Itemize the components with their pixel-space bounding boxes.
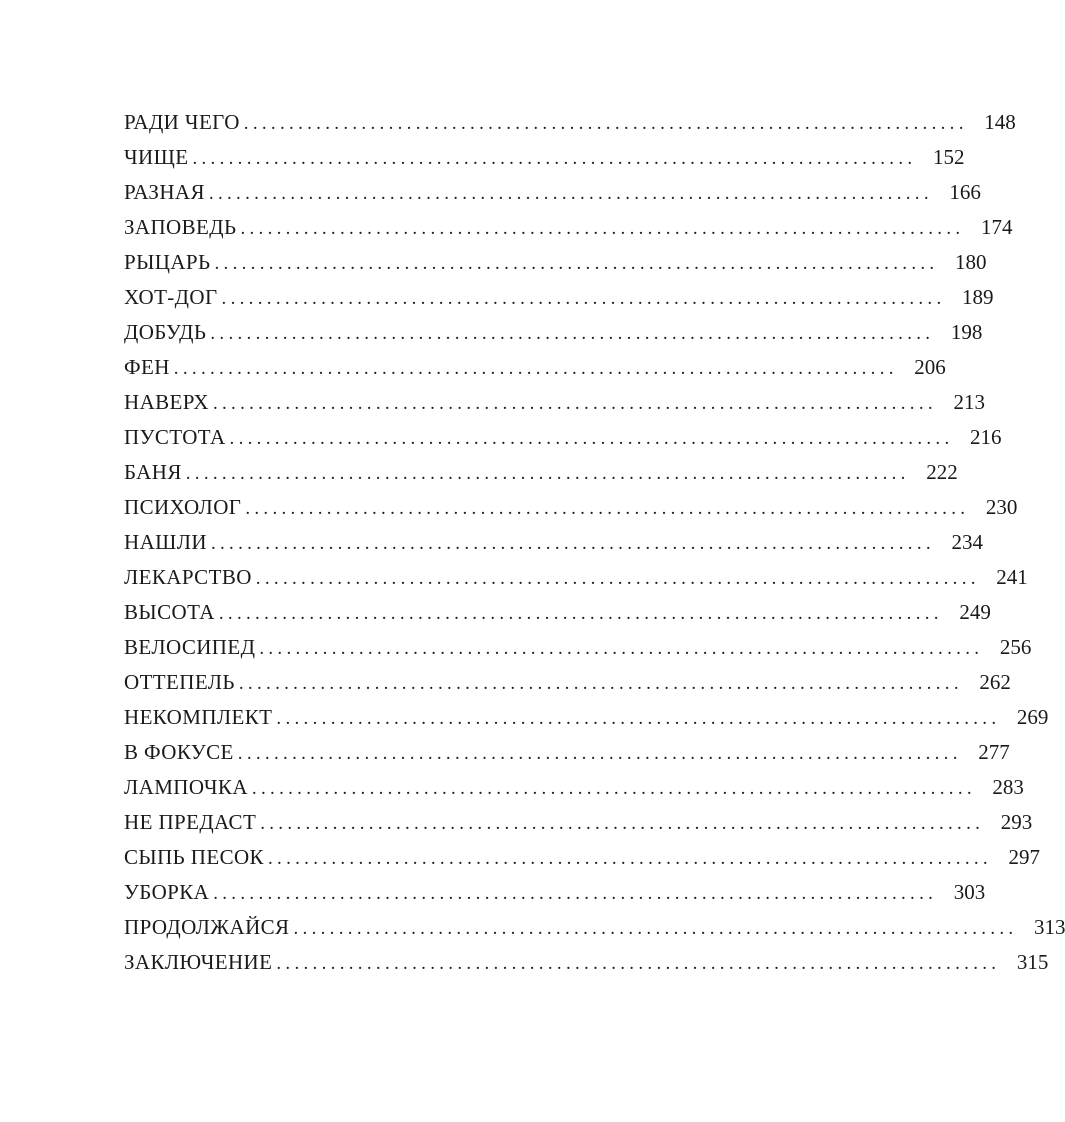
dot-leader: ................................................................................ <box>173 358 898 379</box>
dot-leader: ................................................................................ <box>218 603 943 624</box>
toc-entry <box>124 945 1049 980</box>
toc-entry-page-number: 249 <box>959 600 991 624</box>
toc-entry-page-number: 277 <box>978 740 1010 764</box>
toc-entry <box>124 105 1016 140</box>
dot-leader: ................................................................................ <box>243 113 968 134</box>
dot-leader: ................................................................................ <box>213 883 938 904</box>
toc-entry <box>124 630 1032 665</box>
toc-entry <box>124 315 983 350</box>
dot-leader: ................................................................................ <box>238 673 963 694</box>
toc-entry-page-number: 152 <box>932 145 965 169</box>
toc-entry-title: НАШЛИ <box>124 530 207 554</box>
toc-entry <box>124 140 965 175</box>
toc-entry-page-number: 241 <box>996 565 1028 589</box>
toc-entry-page-number: 313 <box>1033 915 1065 939</box>
toc-entry-title: РЫЦАРЬ <box>124 250 211 274</box>
dot-leader: ................................................................................ <box>210 533 935 554</box>
toc-entry <box>124 280 994 315</box>
toc-entry-title: ПСИХОЛОГ <box>124 495 242 519</box>
toc-entry-page-number: 222 <box>926 460 958 484</box>
toc-entry <box>124 455 958 490</box>
toc-entry <box>124 665 1011 700</box>
dot-leader: ................................................................................ <box>237 743 962 764</box>
toc-entry-title: ПУСТОТА <box>124 425 226 449</box>
dot-leader: ................................................................................ <box>229 428 954 449</box>
toc-entry <box>124 420 1002 455</box>
toc-entry <box>124 350 946 385</box>
dot-leader: ................................................................................ <box>185 463 910 484</box>
toc-entry-title: ЛАМПОЧКА <box>124 775 248 799</box>
toc-entry-page-number: 262 <box>979 670 1011 694</box>
toc-entry <box>124 245 987 280</box>
toc-entry-page-number: 213 <box>953 390 985 414</box>
toc-entry <box>124 840 1040 875</box>
toc-entry-page-number: 230 <box>985 495 1018 519</box>
toc-entry-title: НАВЕРХ <box>124 390 209 414</box>
toc-entry-page-number: 206 <box>914 355 946 379</box>
toc-entry <box>124 525 983 560</box>
toc-entry-title: ЧИЩЕ <box>124 145 189 169</box>
dot-leader: ................................................................................ <box>267 848 992 869</box>
toc-entry-page-number: 216 <box>970 425 1002 449</box>
toc-entry <box>124 210 1013 245</box>
toc-entry-title: ВЕЛОСИПЕД <box>124 635 256 659</box>
toc-entry-page-number: 297 <box>1008 845 1040 869</box>
toc-entry-title: СЫПЬ ПЕСОК <box>124 845 264 869</box>
dot-leader: ................................................................................ <box>276 953 1001 974</box>
toc-entry-title: РАДИ ЧЕГО <box>124 110 240 134</box>
toc-entry-page-number: 189 <box>962 285 994 309</box>
toc-entry <box>124 735 1010 770</box>
toc-entry-title: НЕКОМПЛЕКТ <box>124 705 273 729</box>
dot-leader: ................................................................................ <box>214 253 939 274</box>
toc-entry-page-number: 234 <box>951 530 983 554</box>
toc-entry-page-number: 256 <box>999 635 1032 659</box>
toc-entry-title: ПРОДОЛЖАЙСЯ <box>124 915 290 939</box>
toc-entry-title: ОТТЕПЕЛЬ <box>124 670 235 694</box>
dot-leader: ................................................................................ <box>210 323 935 344</box>
toc-entry-title: РАЗНАЯ <box>124 180 205 204</box>
toc-entry-title: ЛЕКАРСТВО <box>124 565 252 589</box>
toc-entry-title: ФЕН <box>124 355 170 379</box>
toc-entry <box>124 385 985 420</box>
toc-entry-title: БАНЯ <box>124 460 182 484</box>
toc-entry-page-number: 293 <box>1000 810 1033 834</box>
toc-entry-page-number: 180 <box>954 250 987 274</box>
toc-entry-title: НЕ ПРЕДАСТ <box>124 810 257 834</box>
toc-entry-title: ЗАКЛЮЧЕНИЕ <box>124 950 273 974</box>
dot-leader: ................................................................................ <box>208 183 933 204</box>
toc-entry <box>124 490 1018 525</box>
dot-leader: ................................................................................ <box>293 918 1018 939</box>
toc-entry-title: ХОТ-ДОГ <box>124 285 218 309</box>
dot-leader: ................................................................................ <box>260 813 985 834</box>
toc-entry-page-number: 148 <box>984 110 1016 134</box>
toc-entry <box>124 595 991 630</box>
dot-leader: ................................................................................ <box>276 708 1001 729</box>
toc-entry <box>124 175 981 210</box>
dot-leader: ................................................................................ <box>255 568 980 589</box>
toc-entry <box>124 805 1033 840</box>
dot-leader: ................................................................................ <box>240 218 965 239</box>
toc-entry-page-number: 269 <box>1016 705 1049 729</box>
toc-entry-page-number: 166 <box>949 180 981 204</box>
dot-leader: ................................................................................ <box>251 778 976 799</box>
toc-entry-title: УБОРКА <box>124 880 210 904</box>
toc-entry-title: ЗАПОВЕДЬ <box>124 215 237 239</box>
toc-entry <box>124 910 1065 945</box>
toc-entry-page-number: 198 <box>950 320 983 344</box>
table-of-contents <box>124 105 1065 980</box>
toc-entry <box>124 560 1028 595</box>
dot-leader: ................................................................................ <box>221 288 946 309</box>
toc-entry-page-number: 303 <box>953 880 986 904</box>
toc-entry-title: В ФОКУСЕ <box>124 740 234 764</box>
dot-leader: ................................................................................ <box>259 638 984 659</box>
toc-entry-title: ВЫСОТА <box>124 600 215 624</box>
toc-entry <box>124 770 1024 805</box>
toc-entry-title: ДОБУДЬ <box>124 320 207 344</box>
dot-leader: ................................................................................ <box>212 393 937 414</box>
toc-entry-page-number: 315 <box>1016 950 1049 974</box>
toc-entry <box>124 700 1049 735</box>
toc-entry-page-number: 174 <box>980 215 1013 239</box>
dot-leader: ................................................................................ <box>192 148 917 169</box>
dot-leader: ................................................................................ <box>245 498 970 519</box>
toc-entry <box>124 875 986 910</box>
toc-entry-page-number: 283 <box>992 775 1024 799</box>
